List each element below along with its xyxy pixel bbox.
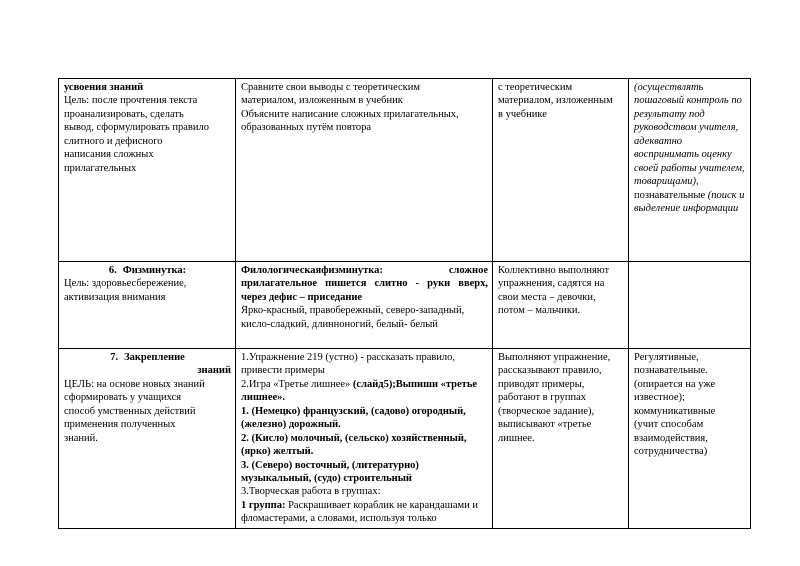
row3-student-line: (творческое задание),	[498, 405, 595, 417]
row3-stage-heading	[64, 351, 231, 364]
row3-student-line: рассказывают правило,	[498, 365, 602, 377]
row2-student-line: упражнения, садятся на	[498, 278, 605, 290]
row2-stage-heading	[64, 264, 231, 277]
row1-cell-uud	[629, 79, 751, 262]
row1-cell-stage	[59, 79, 236, 262]
row2-physminutka-bold-block: Филологическаяфизминутка: сложное прилагательное пишется слитно - руки вверх, через дефис – приседание	[241, 265, 488, 303]
row3-stage-line: ЦЕЛЬ: на основе новых знаний	[64, 378, 205, 390]
row3-item2-prefix: 2.Игра «Третье лишнее»	[241, 378, 353, 390]
row2-example-line: кисло-сладкий, длинноногий, белый- белый	[241, 318, 438, 330]
row2-example-line: Ярко-красный, правобережный, северо-западный,	[241, 305, 465, 317]
row3-uud-line: (учит способам	[634, 419, 704, 431]
table-row	[59, 349, 751, 529]
row3-exercise-item-2	[241, 378, 488, 405]
table-row	[59, 262, 751, 349]
row3-task-1: 1. (Немецко) французский, (садово) огородный, (железно) дорожный.	[241, 405, 466, 431]
row2-cell-uud	[629, 262, 751, 349]
row1-stage-heading: усвоения знаний	[64, 82, 144, 93]
row3-stage-line: сформировать у учащихся	[64, 392, 182, 404]
row1-student-line: в учебнике	[498, 108, 547, 120]
row3-cell-stage	[59, 349, 236, 529]
row3-group-text: Раскрашивает кораблик не карандашами и фломастерами, а словами, используя только	[241, 499, 478, 525]
row1-cell-student-activity	[493, 79, 629, 262]
row3-uud-line: познавательные.	[634, 365, 708, 377]
row1-student-line: с теоретическим	[498, 82, 573, 93]
row3-exercise-item-1: 1.Упражнение 219 (устно) - рассказать правило, привести примеры	[241, 352, 456, 377]
row3-uud-line: сотрудничества)	[634, 446, 708, 458]
row3-exercise-item-3: 3.Творческая работа в группах:	[241, 486, 381, 498]
row3-cell-uud	[629, 349, 751, 529]
row3-cell-teacher-activity	[236, 349, 493, 529]
row3-cell-student-activity	[493, 349, 629, 529]
row3-student-line: выписывают «третье	[498, 419, 592, 431]
row3-item2-bold: (слайд5);Выпиши «третье лишнее».	[241, 378, 478, 404]
row2-cell-student-activity	[493, 262, 629, 349]
row3-stage-line: знаний.	[64, 432, 98, 444]
row1-teacher-line: Сравните свои выводы с теоретическим	[241, 82, 421, 93]
row2-stage-line: активизация внимания	[64, 291, 166, 303]
row3-student-line: Выполняют упражнение,	[498, 352, 611, 363]
row1-stage-line: написания сложных	[64, 149, 154, 161]
row2-stage-line: Цель: здоровьесбережение,	[64, 278, 187, 290]
row3-task-3: 3. (Северо) восточный, (литературно) музыкальный, (судо) строительный	[241, 459, 419, 484]
row3-student-line: работают в группах	[498, 392, 587, 404]
row3-stage-line: способ умственных действий	[64, 405, 196, 417]
row3-student-line: приводят примеры,	[498, 378, 585, 390]
row2-student-line: Коллективно выполняют	[498, 265, 610, 276]
row2-student-line: свои места – девочки,	[498, 291, 596, 303]
table-row	[59, 79, 751, 262]
row1-stage-line: проанализировать, сделать	[64, 108, 184, 120]
row1-uud-plain-text: познавательные	[634, 189, 706, 201]
row3-uud-line: Регулятивные,	[634, 352, 699, 363]
row1-uud-italic-text-2: (поиск и выделение информации	[634, 189, 745, 214]
row2-stage-number: 6.	[108, 265, 117, 276]
row1-teacher-line: Объясните написание сложных прилагательных,	[241, 108, 459, 120]
row1-teacher-line: материалом, изложенным в учебник	[241, 95, 403, 107]
row3-uud-line: взаимодействия,	[634, 432, 708, 444]
row1-cell-teacher-activity	[236, 79, 493, 262]
row3-uud-line: (опирается на уже	[634, 378, 716, 390]
row3-stage-number: 7.	[110, 352, 119, 363]
row3-stage-line: применения полученных	[64, 419, 176, 431]
row3-group-label: 1 группа:	[241, 499, 286, 511]
row3-group-task	[241, 499, 488, 526]
row1-stage-line: слитного и дефисного	[64, 135, 163, 147]
row1-stage-line: Цель: после прочтения текста	[64, 95, 198, 107]
row1-stage-line: прилагательных	[64, 162, 137, 174]
row2-stage-title: Физминутка:	[122, 265, 187, 276]
lesson-plan-table	[58, 78, 751, 529]
row2-student-line: потом – мальчики.	[498, 305, 581, 317]
row1-student-line: материалом, изложенным	[498, 95, 613, 107]
row3-stage-title-2: знаний	[197, 365, 231, 377]
row3-uud-line: коммуникативные	[634, 405, 716, 417]
row3-task-2: 2. (Кисло) молочный, (сельско) хозяйственный, (ярко) желтый.	[241, 432, 467, 458]
row3-uud-line: известное);	[634, 392, 685, 404]
row2-cell-teacher-activity	[236, 262, 493, 349]
row3-student-line: лишнее.	[498, 432, 535, 444]
row2-cell-stage	[59, 262, 236, 349]
row3-stage-title: Закрепление	[124, 352, 185, 363]
row1-uud-italic-text: (осуществлять пошаговый контроль по результату под руководством учителя, адекватно воспринимать оценку своей работы учителем, товарищами),	[634, 82, 745, 188]
row1-teacher-line: образованных путём повтора	[241, 122, 372, 134]
row1-stage-line: вывод, сформулировать правило	[64, 122, 209, 134]
